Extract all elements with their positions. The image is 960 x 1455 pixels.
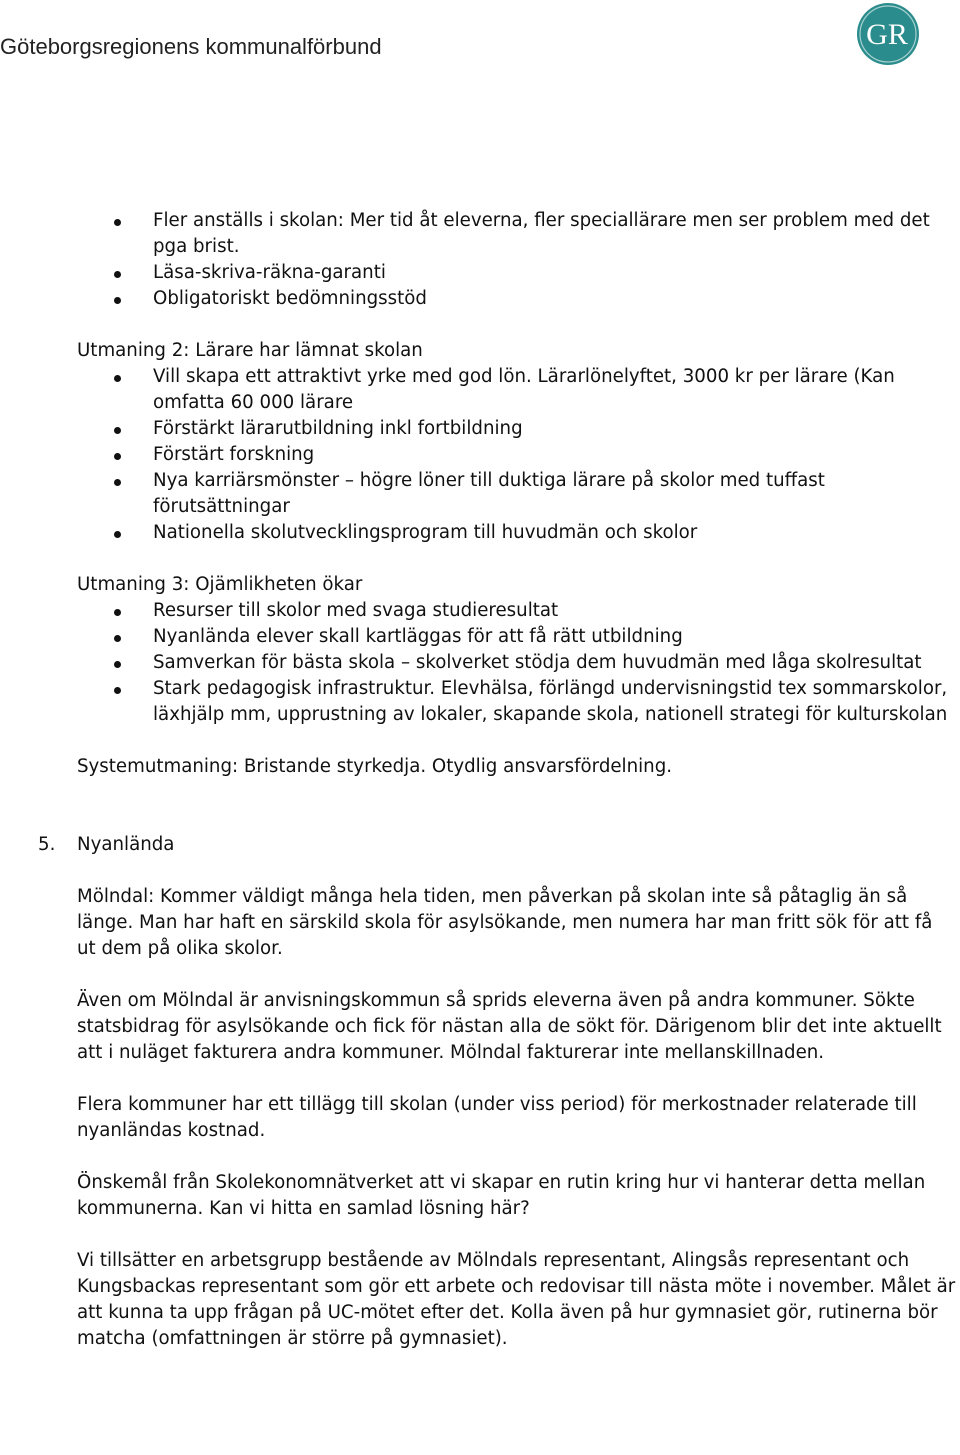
bullet-icon <box>114 531 121 538</box>
list-item: Nationella skolutvecklingsprogram till huvudmän och skolor <box>0 520 960 546</box>
bullet-icon <box>114 427 121 434</box>
section-5-heading <box>0 832 960 858</box>
bullet-list <box>0 364 960 546</box>
list-item: Resurser till skolor med svaga studieresultat <box>0 598 960 624</box>
list-item: Förstärt forskning <box>0 442 960 468</box>
section-number: 5. <box>38 834 56 855</box>
paragraph: Vi tillsätter en arbetsgrupp bestående av Mölndals representant, Alingsås representant och Kungsbackas representant som gör ett arbete och redovisar till nästa möte i november. Målet är att kunna ta upp frågan på UC-mötet efter det. Kolla även på hur gymnasiet gör, rutinerna bör matcha (omfattningen är större på gymnasiet). <box>77 1250 956 1349</box>
paragraph: Mölndal: Kommer väldigt många hela tiden, men påverkan på skolan inte så påtaglig än så länge. Man har haft en särskild skola för asylsökande, men numera har man fritt sök för att få ut dem på olika skolor. <box>77 886 933 959</box>
bullet-icon <box>114 635 121 642</box>
paragraph: Flera kommuner har ett tillägg till skolan (under viss period) för merkostnader relaterade till nyanländas kostnad. <box>77 1094 917 1141</box>
bullet-icon <box>114 375 121 382</box>
list-item: Stark pedagogisk infrastruktur. Elevhälsa, förlängd undervisningstid tex sommarskolor, läxhjälp mm, upprustning av lokaler, skapande skola, nationell strategi för kulturskolan <box>0 676 960 728</box>
list-item: Samverkan för bästa skola – skolverket stödja dem huvudmän med låga skolresultat <box>0 650 960 676</box>
section-heading: Utmaning 2: Lärare har lämnat skolan <box>77 340 423 361</box>
organization-name: Göteborgsregionens kommunalförbund <box>0 34 382 59</box>
list-item: Förstärkt lärarutbildning inkl fortbildning <box>0 416 960 442</box>
section-heading: Utmaning 3: Ojämlikheten ökar <box>77 574 363 595</box>
paragraph: Önskemål från Skolekonomnätverket att vi skapar en rutin kring hur vi hanterar detta mellan kommunerna. Kan vi hitta en samlad lösning här? <box>77 1172 926 1219</box>
list-item: Obligatoriskt bedömningsstöd <box>0 286 960 312</box>
paragraph: Även om Mölndal är anvisningskommun så sprids eleverna även på andra kommuner. Sökte statsbidrag för asylsökande och fick för nästan alla de sökt för. Därigenom blir det inte aktuellt att i nuläget fakturera andra kommuner. Mölndal fakturerar inte mellanskillnaden. <box>77 990 942 1063</box>
section-title: Nyanlända <box>77 834 175 855</box>
list-item: Vill skapa ett attraktivt yrke med god lön. Lärarlönelyftet, 3000 kr per lärare (Kan omfatta 60 000 lärare <box>0 364 960 416</box>
list-item: Läsa-skriva-räkna-garanti <box>0 260 960 286</box>
bullet-icon <box>114 609 121 616</box>
bullet-icon <box>114 297 121 304</box>
bullet-icon <box>114 687 121 694</box>
bullet-list <box>0 208 960 312</box>
bullet-icon <box>114 271 121 278</box>
bullet-icon <box>114 479 121 486</box>
logo-text: GR <box>866 18 908 51</box>
list-item: Nyanlända elever skall kartläggas för att få rätt utbildning <box>0 624 960 650</box>
bullet-icon <box>114 661 121 668</box>
list-item: Fler anställs i skolan: Mer tid åt eleverna, fler speciallärare men ser problem med det pga brist. <box>0 208 960 260</box>
list-item: Nya karriärsmönster – högre löner till duktiga lärare på skolor med tuffast förutsättningar <box>0 468 960 520</box>
bullet-icon <box>114 453 121 460</box>
gr-logo <box>856 2 920 66</box>
system-challenge-text: Systemutmaning: Bristande styrkedja. Otydlig ansvarsfördelning. <box>77 756 673 777</box>
document-body <box>0 208 960 1352</box>
bullet-list <box>0 598 960 728</box>
bullet-icon <box>114 219 121 226</box>
